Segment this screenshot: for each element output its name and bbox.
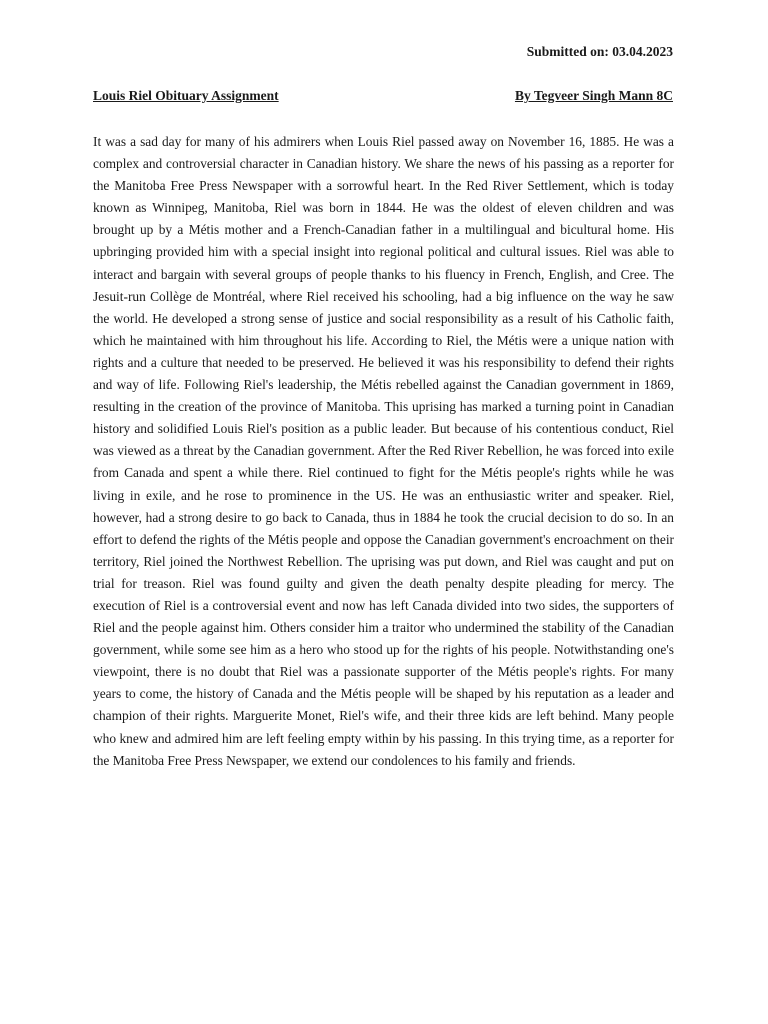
- author-line: By Tegveer Singh Mann 8C: [514, 88, 673, 103]
- submission-date: Submitted on: 03.04.2023: [526, 44, 673, 59]
- assignment-title: Louis Riel Obituary Assignment: [93, 88, 279, 103]
- title-row: [93, 88, 673, 104]
- obituary-paragraph: It was a sad day for many of his admirers when Louis Riel passed away on November 16, 1885. He was a complex and controversial character in Canadian history. We share the news of his passing as a reporter for the Manitoba Free Press Newspaper with a sorrowful heart. In the Red River Settlement, which is today known as Winnipeg, Manitoba, Riel was born in 1844. He was the oldest of eleven children and was brought up by a Métis mother and a French-Canadian father in a multilingual and bicultural home. His upbringing provided him with a special insight into regional political and cultural issues. Riel was able to interact and bargain with several groups of people thanks to his fluency in French, English, and Cree. The Jesuit-run Collège de Montréal, where Riel received his schooling, had a big influence on the way he saw the world. He developed a strong sense of justice and social responsibility as a result of his Catholic faith, which he maintained with him throughout his life. According to Riel, the Métis were a unique nation with rights and a culture that needed to be preserved. He believed it was his responsibility to defend their rights and way of life. Following Riel's leadership, the Métis rebelled against the Canadian government in 1869, resulting in the creation of the province of Manitoba. This uprising has marked a turning point in Canadian history and solidified Louis Riel's position as a public leader. But because of his contentious conduct, Riel was viewed as a threat by the Canadian government. After the Red River Rebellion, he was forced into exile from Canada and spent a while there. Riel continued to fight for the Métis people's rights while he was living in exile, and he rose to prominence in the US. He was an enthusiastic writer and speaker. Riel, however, had a strong desire to go back to Canada, thus in 1884 he took the crucial decision to do so. In an effort to defend the rights of the Métis people and oppose the Canadian government's encroachment on their territory, Riel joined the Northwest Rebellion. The uprising was put down, and Riel was caught and put on trial for treason. Riel was found guilty and given the death penalty despite pleading for mercy. The execution of Riel is a controversial event and now has left Canada divided into two sides, the supporters of Riel and the people against him. Others consider him a traitor who undermined the stability of the Canadian government, while some see him as a hero who stood up for the rights of his people. Notwithstanding one's viewpoint, there is no doubt that Riel was a passionate supporter of the Métis people's rights. For many years to come, the history of Canada and the Métis people will be shaped by his reputation as a leader and champion of their rights. Marguerite Monet, Riel's wife, and their three kids are left behind. Many people who knew and admired him are left feeling empty within by his passing. In this trying time, as a reporter for the Manitoba Free Press Newspaper, we extend our condolences to his family and friends.: [93, 134, 674, 768]
